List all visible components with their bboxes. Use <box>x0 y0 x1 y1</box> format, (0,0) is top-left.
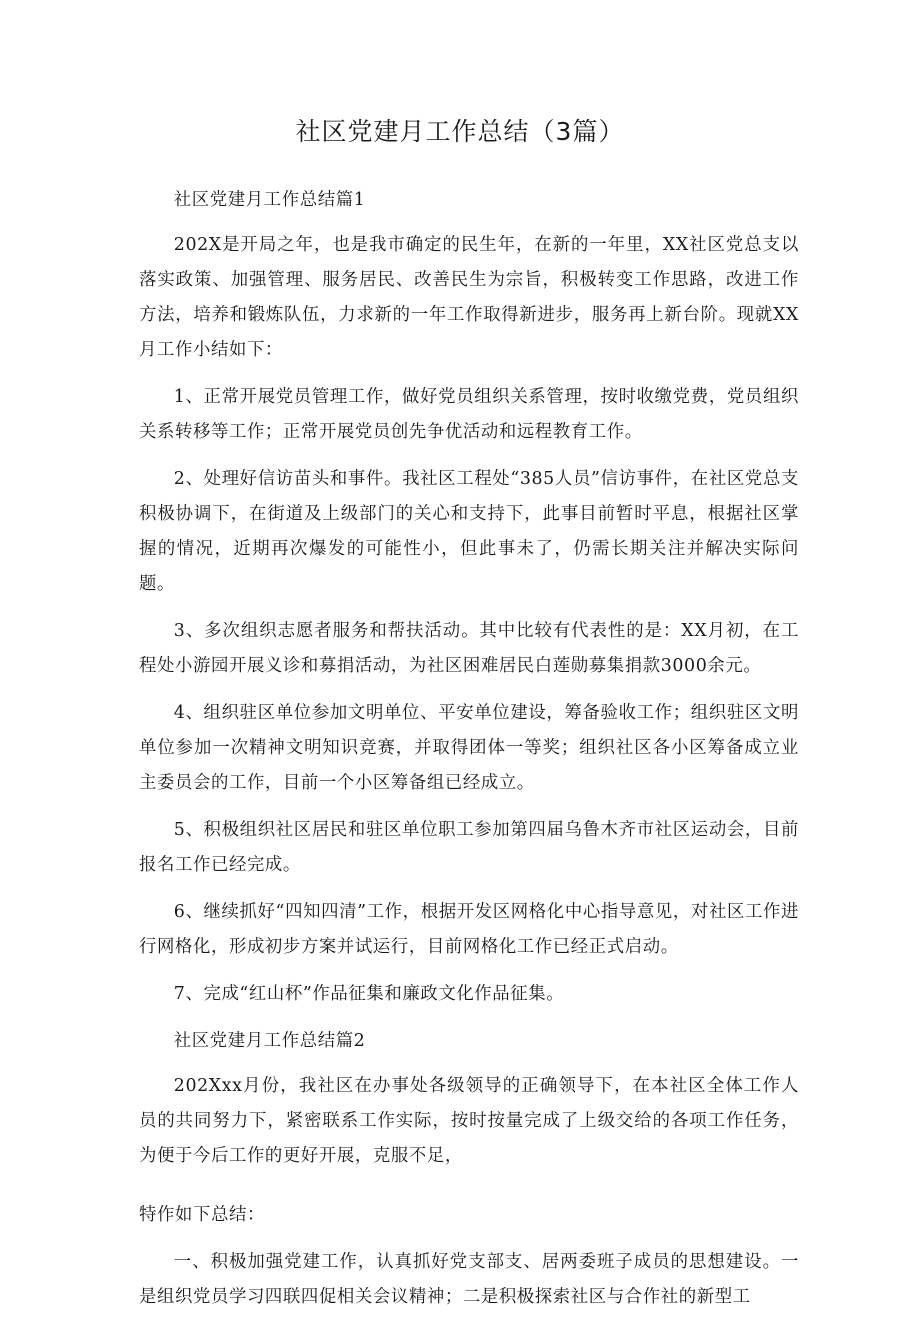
paragraph-summary-lead: 特作如下总结： <box>139 1205 265 1225</box>
paragraph-intro: 202X是开局之年，也是我市确定的民生年，在新的一年里，XX社区党总支以落实政策、加强管理、服务居民、改善民生为宗旨，积极转变工作思路，改进工作方法，培养和锻炼队伍，力求新的一年工作取得新进步，服务再上新台阶。现就XX月工作小结如下： <box>139 235 799 360</box>
paragraph-item-1: 1、正常开展党员管理工作，做好党员组织关系管理，按时收缴党费，党员组织关系转移等工作；正常开展党员创先争优活动和远程教育工作。 <box>139 387 799 442</box>
paragraph-item-3: 3、多次组织志愿者服务和帮扶活动。其中比较有代表性的是：XX月初，在工程处小游园开展义诊和募捐活动，为社区困难居民白莲勋募集捐款3000余元。 <box>139 621 799 676</box>
section-heading-1: 社区党建月工作总结篇1 <box>173 190 366 210</box>
paragraph-item-4: 4、组织驻区单位参加文明单位、平安单位建设，筹备验收工作；组织驻区文明单位参加一次精神文明知识竞赛，并取得团体一等奖；组织社区各小区筹备成立业主委员会的工作，目前一个小区筹备组已经成立。 <box>139 703 799 793</box>
paragraph-section2-intro: 202Xxx月份，我社区在办事处各级领导的正确领导下，在本社区全体工作人员的共同努力下，紧密联系工作实际，按时按量完成了上级交给的各项工作任务，为便于今后工作的更好开展，克服不足， <box>139 1076 799 1166</box>
paragraph-item-7: 7、完成“红山杯”作品征集和廉政文化作品征集。 <box>173 984 565 1004</box>
paragraph-section2-item-1: 一、积极加强党建工作，认真抓好党支部支、居两委班子成员的思想建设。一是组织党员学习四联四促相关会议精神；二是积极探索社区与合作社的新型工 <box>139 1252 799 1307</box>
paragraph-item-5: 5、积极组织社区居民和驻区单位职工参加第四届乌鲁木齐市社区运动会，目前报名工作已经完成。 <box>139 820 799 875</box>
document-body <box>139 183 799 1327</box>
section-heading-2: 社区党建月工作总结篇2 <box>173 1031 366 1051</box>
document-title: 社区党建月工作总结（3篇） <box>295 117 625 146</box>
paragraph-item-2: 2、处理好信访苗头和事件。我社区工程处“385人员”信访事件，在社区党总支积极协调下，在街道及上级部门的关心和支持下，此事目前暂时平息，根据社区掌握的情况，近期再次爆发的可能性小，但此事未了，仍需长期关注并解决实际问题。 <box>139 469 799 594</box>
paragraph-item-6: 6、继续抓好“四知四清”工作，根据开发区网格化中心指导意见，对社区工作进行网格化，形成初步方案并试运行，目前网格化工作已经正式启动。 <box>139 902 799 957</box>
